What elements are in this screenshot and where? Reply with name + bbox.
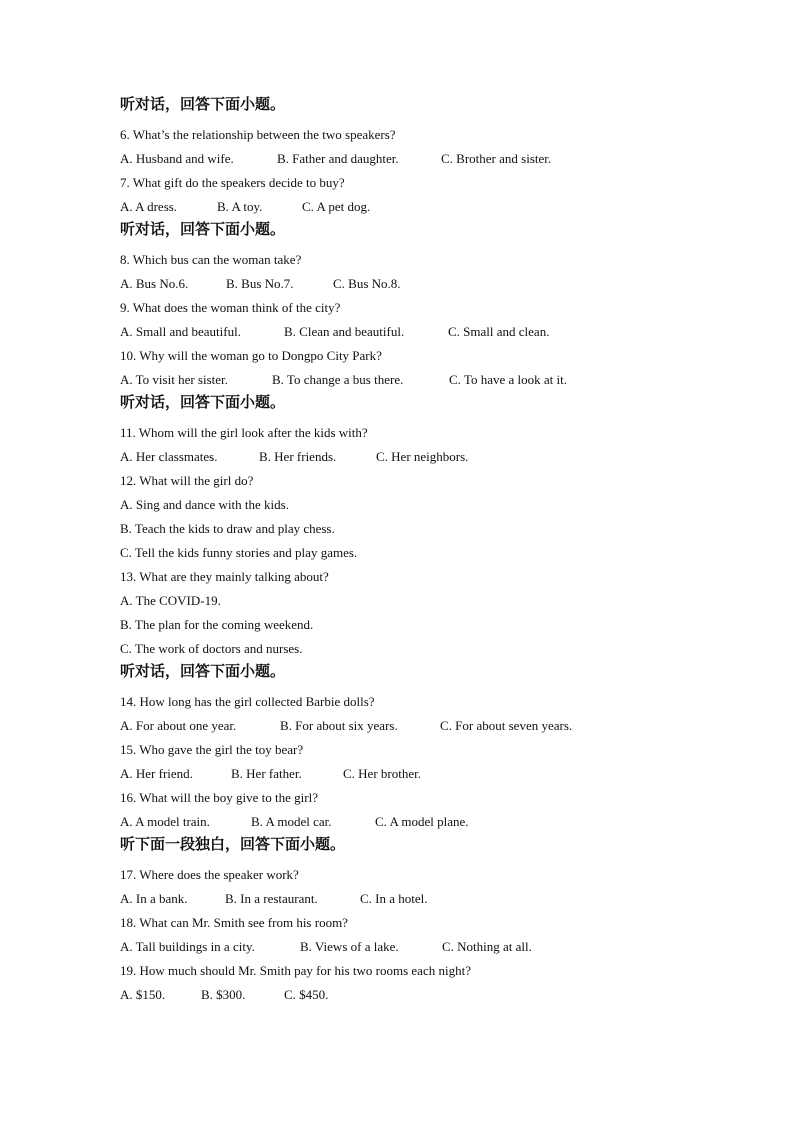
option-c: C. A model plane. — [375, 814, 469, 829]
option-c: C. Her brother. — [343, 766, 421, 781]
option-a: A. A model train. — [120, 814, 210, 829]
section-heading: 听对话，回答下面小题。 — [120, 393, 286, 411]
question-stem: 7. What gift do the speakers decide to buy? — [120, 175, 345, 190]
option-b: B. In a restaurant. — [225, 891, 318, 906]
option-c: C. To have a look at it. — [449, 372, 567, 387]
question-stem: 15. Who gave the girl the toy bear? — [120, 742, 304, 757]
option-c: C. Bus No.8. — [333, 276, 401, 291]
options-row — [120, 320, 740, 344]
question-stem: 11. Whom will the girl look after the kids with? — [120, 425, 368, 440]
option-b: B. Her father. — [231, 766, 302, 781]
options-row — [120, 983, 740, 1007]
option-a: A. $150. — [120, 987, 166, 1002]
option-a: A. Her classmates. — [120, 449, 218, 464]
option-b: B. The plan for the coming weekend. — [120, 617, 314, 632]
option-b: B. Her friends. — [259, 449, 337, 464]
section-3 — [120, 392, 740, 661]
exam-page — [120, 94, 740, 1007]
option-a: A. A dress. — [120, 199, 178, 214]
option-b: B. Teach the kids to draw and play chess. — [120, 521, 335, 536]
option-a: A. Small and beautiful. — [120, 324, 241, 339]
question-stem: 13. What are they mainly talking about? — [120, 569, 329, 584]
options-row — [120, 272, 740, 296]
option-a: A. In a bank. — [120, 891, 188, 906]
option-a: A. The COVID-19. — [120, 593, 221, 608]
option-a: A. For about one year. — [120, 718, 237, 733]
options-row — [120, 195, 740, 219]
option-b: B. To change a bus there. — [272, 372, 404, 387]
option-c: C. Brother and sister. — [441, 151, 552, 166]
option-b: B. $300. — [201, 987, 246, 1002]
option-c: C. For about seven years. — [440, 718, 573, 733]
question-stem: 8. Which bus can the woman take? — [120, 252, 302, 267]
section-heading: 听对话，回答下面小题。 — [120, 662, 286, 680]
option-c: C. In a hotel. — [360, 891, 428, 906]
option-a: A. Tall buildings in a city. — [120, 939, 255, 954]
question-stem: 17. Where does the speaker work? — [120, 867, 299, 882]
options-row — [120, 810, 740, 834]
section-1 — [120, 94, 740, 219]
options-row — [120, 147, 740, 171]
options-row — [120, 762, 740, 786]
section-5 — [120, 834, 740, 1007]
question-stem: 9. What does the woman think of the city? — [120, 300, 341, 315]
section-heading: 听对话，回答下面小题。 — [120, 220, 286, 238]
option-a: A. Her friend. — [120, 766, 193, 781]
question-stem: 12. What will the girl do? — [120, 473, 254, 488]
options-row — [120, 887, 740, 911]
option-c: C. Her neighbors. — [376, 449, 469, 464]
question-stem: 6. What’s the relationship between the two speakers? — [120, 127, 396, 142]
options-row — [120, 368, 740, 392]
option-b: B. Clean and beautiful. — [284, 324, 405, 339]
question-stem: 14. How long has the girl collected Barbie dolls? — [120, 694, 375, 709]
section-4 — [120, 661, 740, 834]
options-row — [120, 445, 740, 469]
section-2 — [120, 219, 740, 392]
question-stem: 10. Why will the woman go to Dongpo City Park? — [120, 348, 382, 363]
option-a: A. Husband and wife. — [120, 151, 234, 166]
option-c: C. Tell the kids funny stories and play games. — [120, 545, 358, 560]
question-stem: 16. What will the boy give to the girl? — [120, 790, 318, 805]
section-heading: 听下面一段独白，回答下面小题。 — [120, 835, 346, 853]
option-c: C. The work of doctors and nurses. — [120, 641, 303, 656]
options-row — [120, 935, 740, 959]
option-c: C. Nothing at all. — [442, 939, 532, 954]
option-a: A. Bus No.6. — [120, 276, 189, 291]
option-a: A. To visit her sister. — [120, 372, 228, 387]
option-b: B. Bus No.7. — [226, 276, 294, 291]
option-b: B. For about six years. — [280, 718, 398, 733]
question-stem: 18. What can Mr. Smith see from his room? — [120, 915, 348, 930]
option-a: A. Sing and dance with the kids. — [120, 497, 289, 512]
option-b: B. Father and daughter. — [277, 151, 399, 166]
options-row — [120, 714, 740, 738]
option-c: C. Small and clean. — [448, 324, 550, 339]
option-b: B. A model car. — [251, 814, 332, 829]
question-stem: 19. How much should Mr. Smith pay for his two rooms each night? — [120, 963, 471, 978]
section-heading: 听对话，回答下面小题。 — [120, 95, 286, 113]
option-c: C. A pet dog. — [302, 199, 371, 214]
option-b: B. Views of a lake. — [300, 939, 399, 954]
option-c: C. $450. — [284, 987, 329, 1002]
option-b: B. A toy. — [217, 199, 263, 214]
